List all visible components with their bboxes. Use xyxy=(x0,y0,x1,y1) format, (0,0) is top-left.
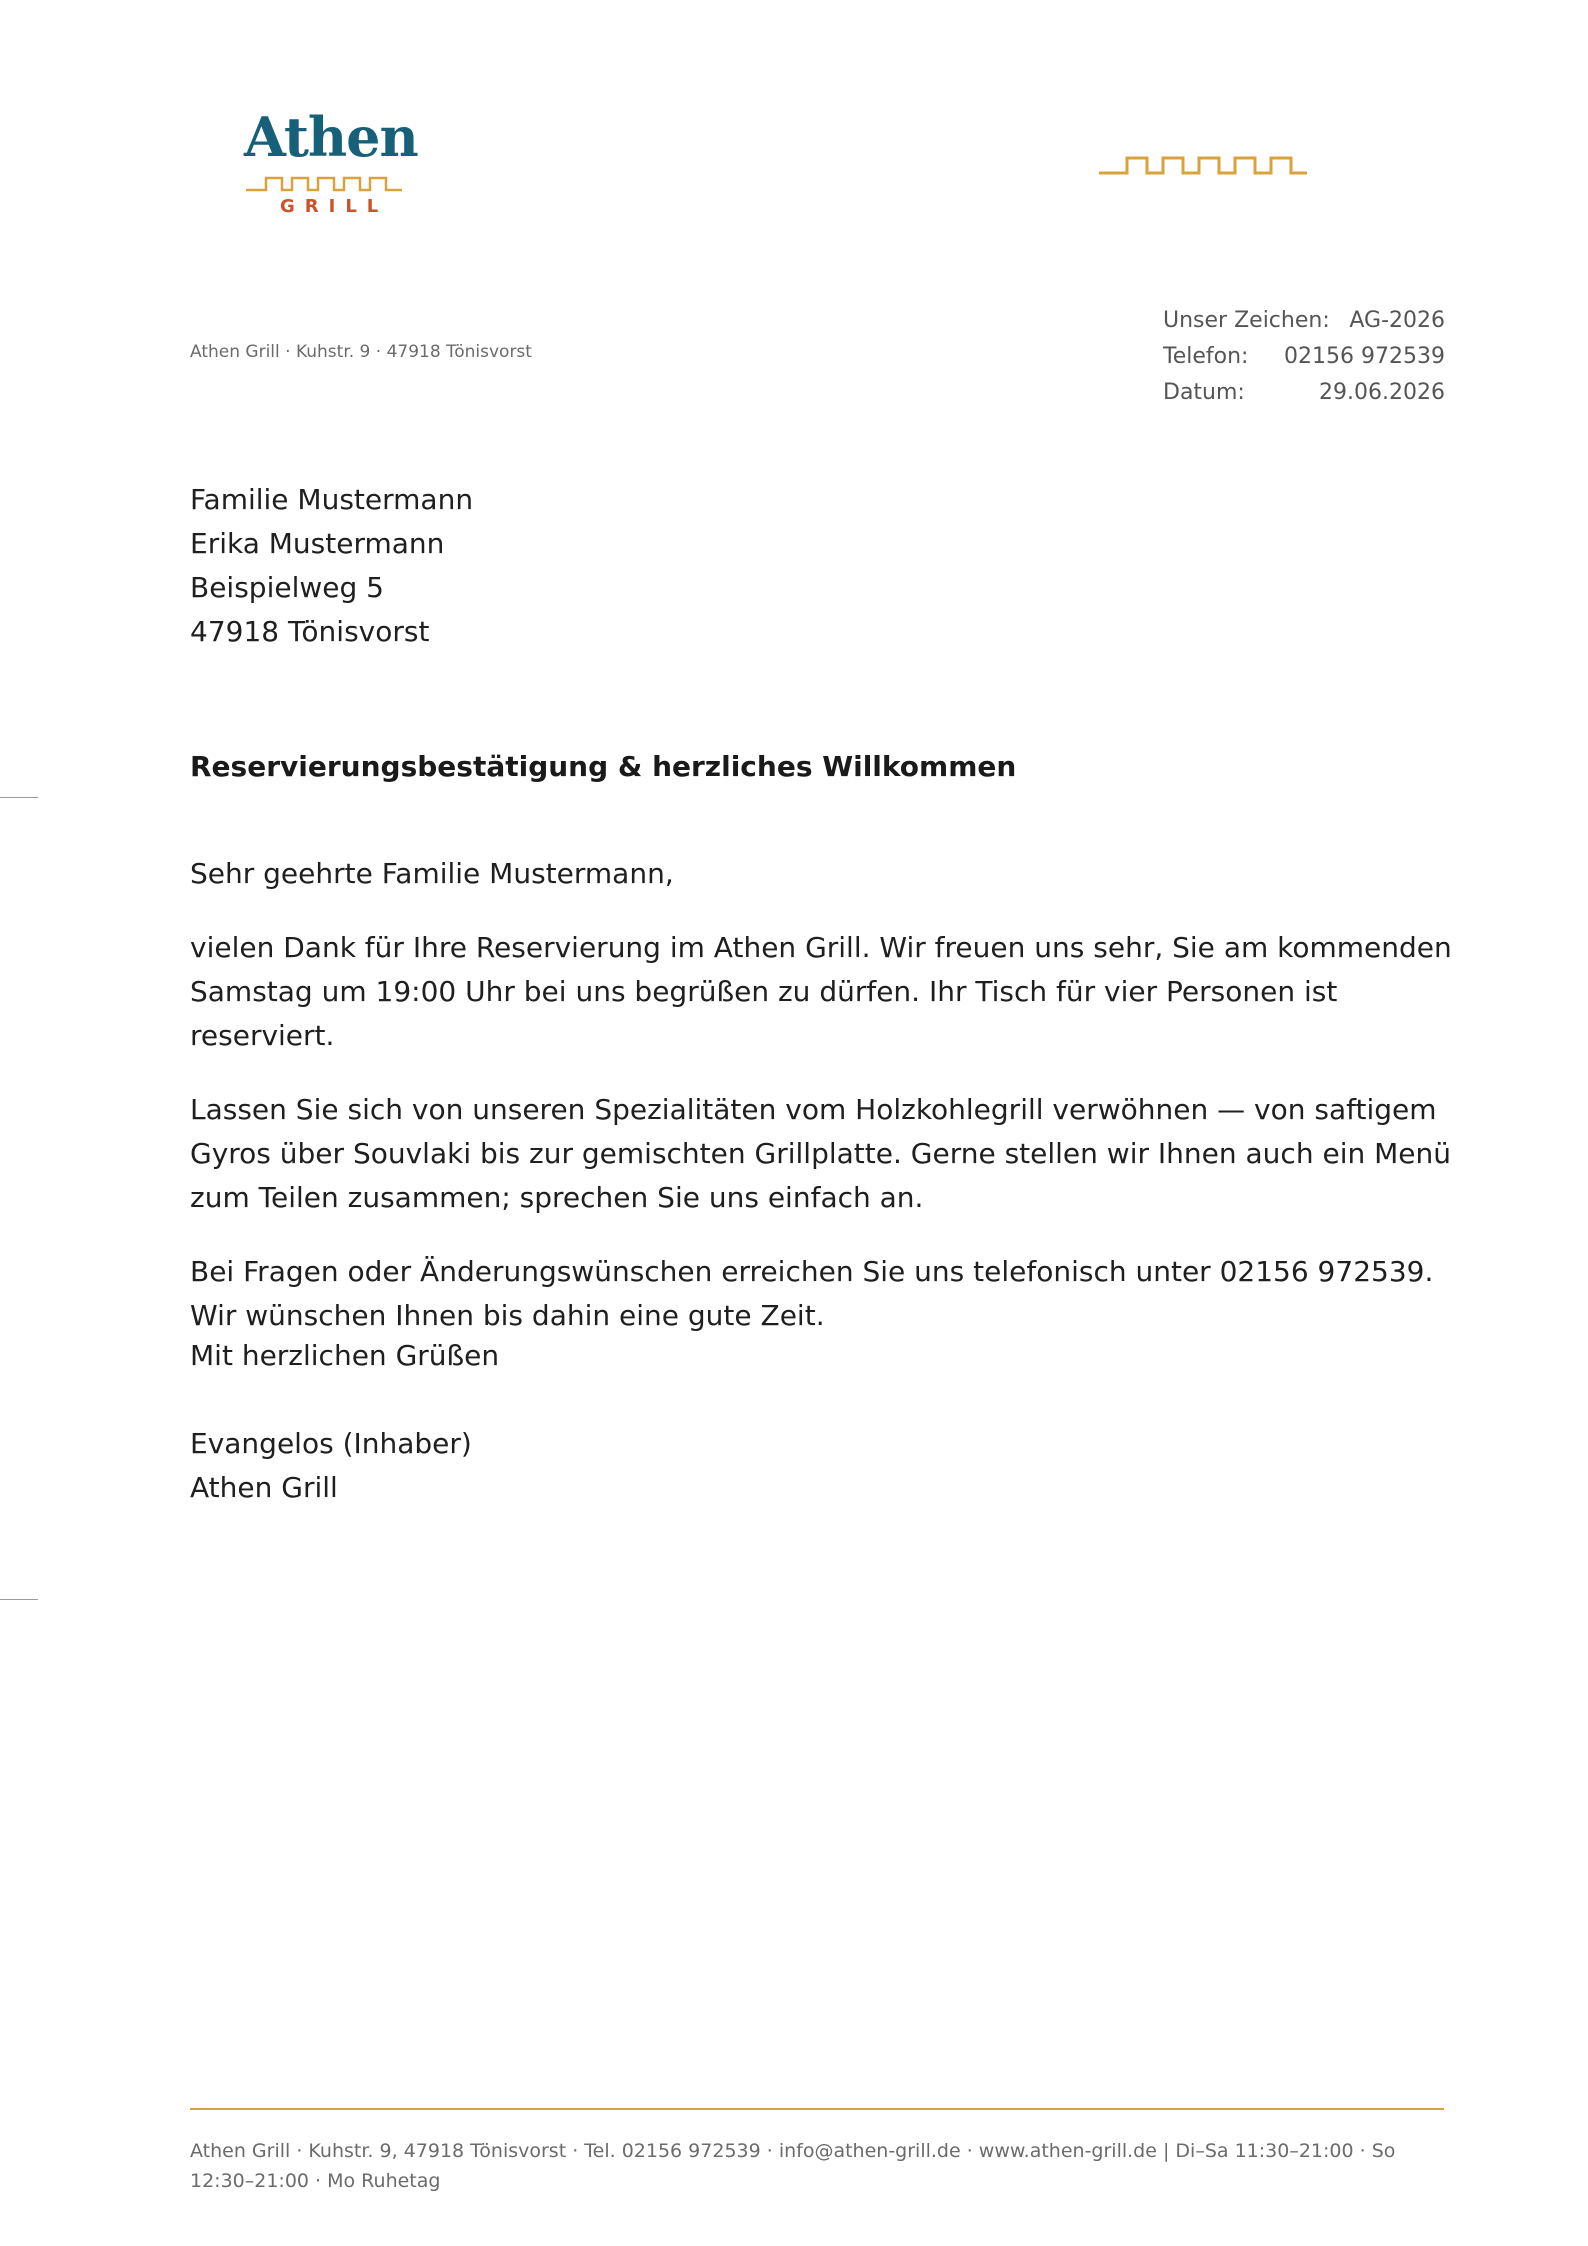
logo-meander-icon xyxy=(244,176,404,192)
reference-value: AG-2026 xyxy=(1349,308,1445,333)
body-paragraph: vielen Dank für Ihre Reservierung im Athen Grill. Wir freuen uns sehr, Sie am kommenden Samstag um 19:00 Uhr bei uns begrüßen zu dürfen. Ihr Tisch für vier Personen ist reserviert. xyxy=(190,931,1452,1052)
fold-mark-bottom xyxy=(0,1599,38,1600)
footer-info: Athen Grill · Kuhstr. 9, 47918 Tönisvorst · Tel. 02156 972539 · info@athen-grill.de · www.athen-grill.de | Di–Sa 11:30–21:00 · So 12:30–21:00 · Mo Ruhetag xyxy=(190,2140,1396,2192)
closing: Mit herzlichen Grüßen xyxy=(190,1339,500,1372)
body-paragraph: Bei Fragen oder Änderungswünschen erreichen Sie uns telefonisch unter 02156 972539. Wir wünschen Ihnen bis dahin eine gute Zeit. xyxy=(190,1255,1434,1332)
date-row xyxy=(1163,378,1445,414)
signature-line: Athen Grill xyxy=(190,1471,338,1504)
signature-line: Evangelos (Inhaber) xyxy=(190,1427,472,1460)
salutation: Sehr geehrte Familie Mustermann, xyxy=(190,857,674,890)
recipient-line: 47918 Tönisvorst xyxy=(190,615,430,648)
reference-block xyxy=(1163,306,1445,414)
logo-wordmark: Athen xyxy=(244,105,418,169)
header-meander-icon xyxy=(1097,154,1309,176)
recipient-line: Erika Mustermann xyxy=(190,527,445,560)
reference-label: Unser Zeichen: xyxy=(1163,308,1330,333)
date-value: 29.06.2026 xyxy=(1319,380,1445,405)
reference-row xyxy=(1163,306,1445,342)
fold-mark-top xyxy=(0,797,38,798)
date-label: Datum: xyxy=(1163,380,1245,405)
logo-subtitle: GRILL xyxy=(280,196,389,217)
recipient-line: Familie Mustermann xyxy=(190,483,474,516)
body-paragraph: Lassen Sie sich von unseren Spezialitäten vom Holzkohlegrill verwöhnen — von saftigem Gyros über Souvlaki bis zur gemischten Grillplatte. Gerne stellen wir Ihnen auch ein Menü zum Teilen zusammen; sprechen Sie uns einfach an. xyxy=(190,1093,1451,1214)
footer-divider xyxy=(190,2108,1444,2110)
letter-subject: Reservierungsbestätigung & herzliches Willkommen xyxy=(190,750,1017,783)
logo xyxy=(244,105,424,217)
signature-block xyxy=(190,1422,472,1510)
phone-row xyxy=(1163,342,1445,378)
phone-value: 02156 972539 xyxy=(1284,344,1445,369)
letter-body xyxy=(190,852,1460,1368)
recipient-line: Beispielweg 5 xyxy=(190,571,384,604)
return-address: Athen Grill · Kuhstr. 9 · 47918 Tönisvorst xyxy=(190,342,532,362)
phone-label: Telefon: xyxy=(1163,344,1249,369)
recipient-address xyxy=(190,478,473,654)
